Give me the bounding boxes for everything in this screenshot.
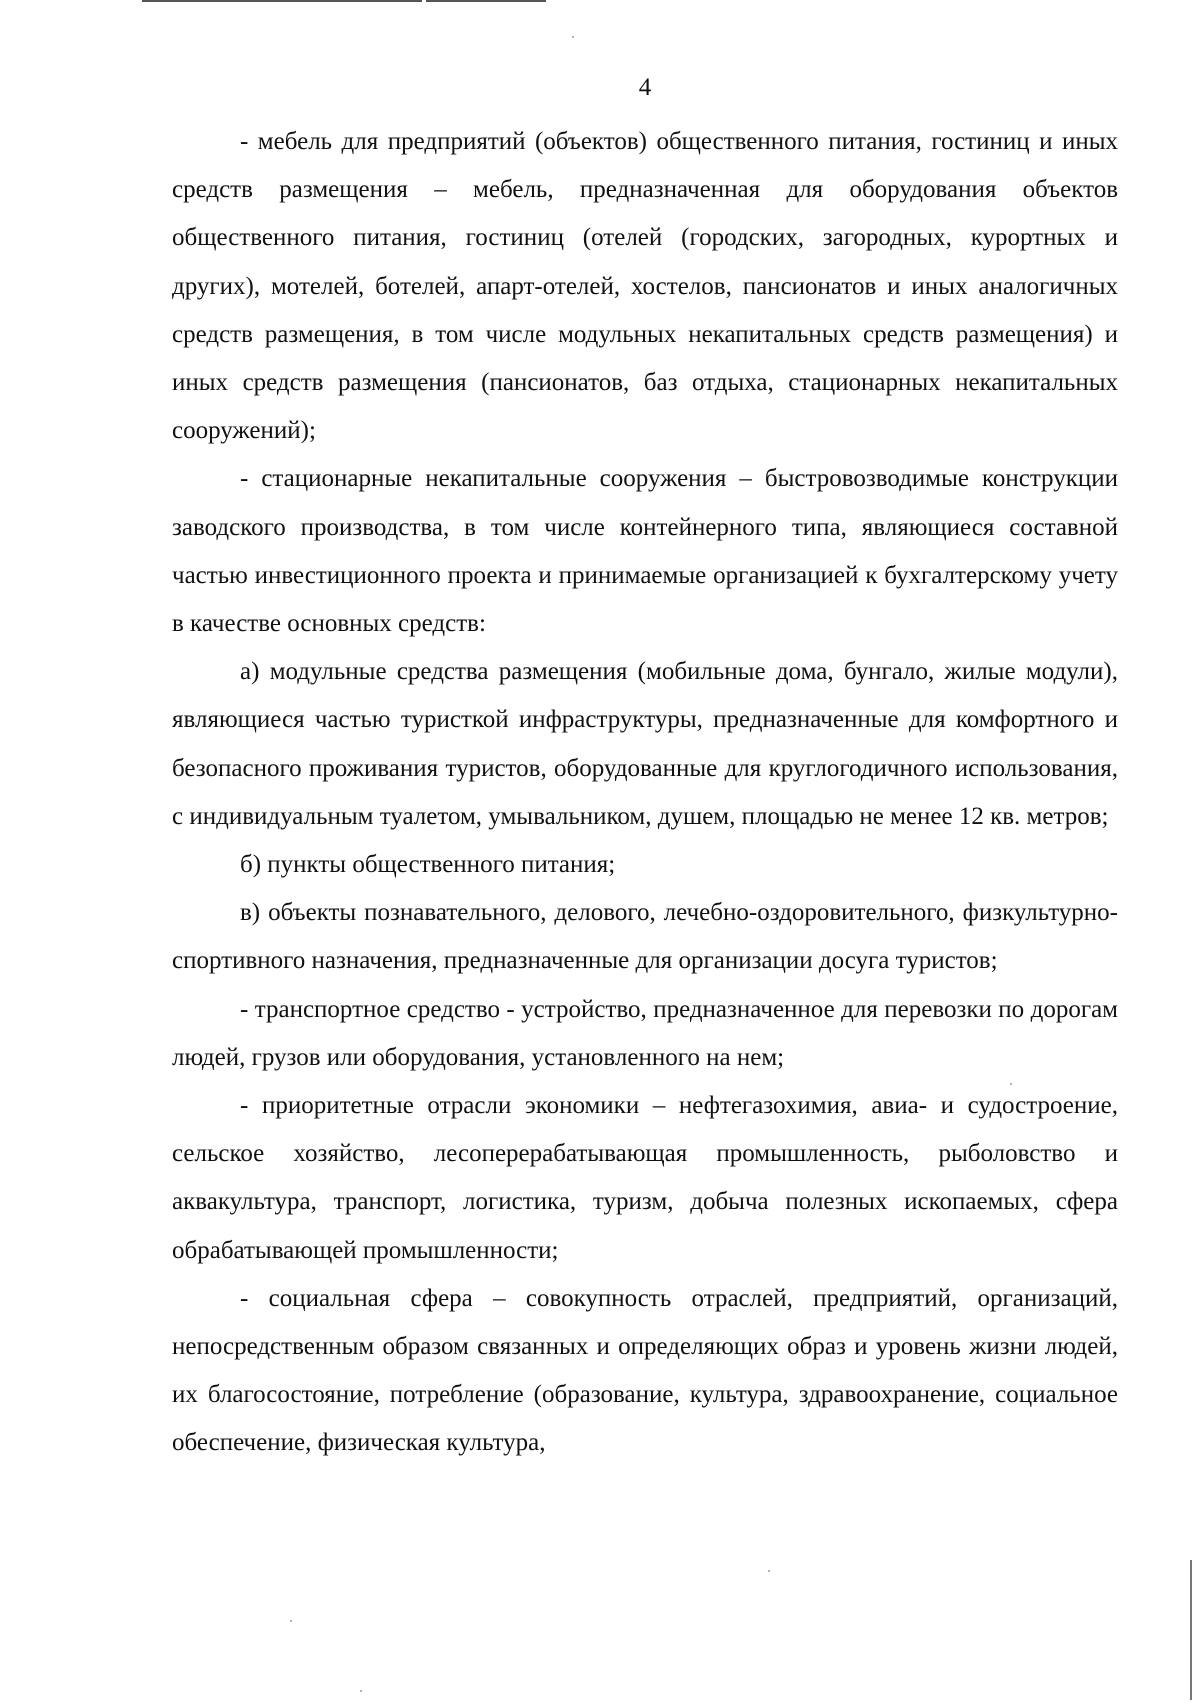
scan-edge-mark [142,0,422,2]
page-number: 4 [638,74,652,101]
document-body [172,118,1118,1468]
scan-speck [572,36,574,38]
scan-speck [360,1690,362,1692]
paragraph-item-a: а) модульные средства размещения (мобильные дома, бунгало, жилые модули), являющиеся частью туристкой инфраструктуры, предназначенные для комфортного и безопасного проживания туристов, оборудованные для круглогодичного использования, с индивидуальным туалетом, умывальником, душем, площадью не менее 12 кв. метров; [172,658,1118,830]
paragraph-vehicle-definition: - транспортное средство - устройство, предназначенное для перевозки по дорогам людей, грузов или оборудования, установленного на нем; [172,995,1118,1071]
scan-speck [290,1620,292,1622]
paragraph-item-c: в) объекты познавательного, делового, лечебно-оздоровительного, физкультурно-спортивного назначения, предназначенные для организации досуга туристов; [172,899,1118,975]
paragraph-item-b: б) пункты общественного питания; [240,851,616,879]
paragraph-non-capital-structures: - стационарные некапитальные сооружения – быстровозводимые конструкции заводского производства, в том числе контейнерного типа, являющиеся составной частью инвестиционного проекта и принимаемые организацией к бухгалтерскому учету в качестве основных средств: [172,465,1118,638]
scan-speck [768,1570,770,1572]
paragraph-furniture-definition: - мебель для предприятий (объектов) общественного питания, гостиниц и иных средств размещения – мебель, предназначенная для оборудования объектов общественного питания, гостиниц (отелей (городских, загородных, курортных и других), мотелей, ботелей, апарт-отелей, хостелов, пансионатов и иных аналогичных средств размещения, в том числе модульных некапитальных средств размещения) и иных средств размещения (пансионатов, баз отдыха, стационарных некапитальных сооружений); [172,128,1118,445]
paragraph-priority-sectors: - приоритетные отрасли экономики – нефтегазохимия, авиа- и судостроение, сельское хозяйство, лесоперерабатывающая промышленность, рыболовство и аквакультура, транспорт, логистика, туризм, добыча полезных ископаемых, сфера обрабатывающей промышленности; [172,1092,1118,1264]
paragraph-social-sphere: - социальная сфера – совокупность отраслей, предприятий, организаций, непосредственным образом связанных и определяющих образ и уровень жизни людей, их благосостояние, потребление (образование, культура, здравоохранение, социальное обеспечение, физическая культура, [172,1284,1118,1457]
scan-edge-mark [426,0,546,2]
scan-edge-mark [1190,1560,1192,1700]
